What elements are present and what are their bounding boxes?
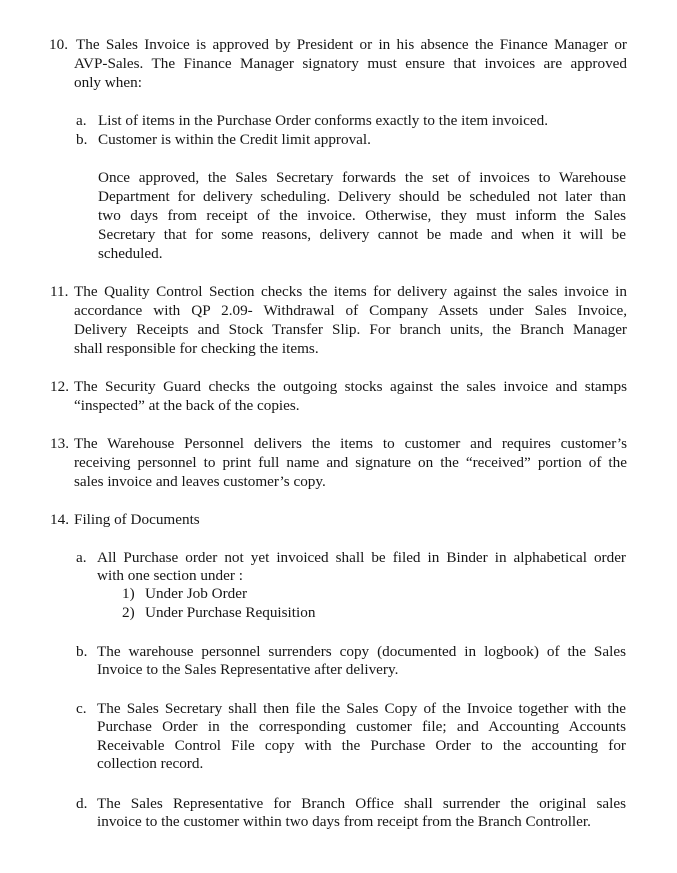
item-number: 11. <box>50 283 69 300</box>
item-text-line: only when: <box>74 74 142 91</box>
nested-text: Under Job Order <box>145 585 248 602</box>
note-text-line: Secretary that for some reasons, delivery cannot be made and when it will be <box>98 226 626 243</box>
item-text-line: The Security Guard checks the outgoing stocks against the sales invoice and stamps <box>74 378 627 395</box>
subitem-text-line: Purchase Order in the corresponding customer file; and Accounting Accounts <box>97 718 626 735</box>
subitem-text-line: All Purchase order not yet invoiced shall be filed in Binder in alphabetical order <box>97 549 626 566</box>
item-text-line: receiving personnel to print full name and signature on the “received” portion of the <box>74 454 627 471</box>
item-number: 14. <box>50 511 69 528</box>
item-text-line: shall responsible for checking the items. <box>74 340 319 357</box>
item-text-line: The Sales Invoice is approved by President or in his absence the Finance Manager or <box>76 36 627 53</box>
item-text-line: The Warehouse Personnel delivers the items to customer and requires customer’s <box>74 435 627 452</box>
subitem-marker: c. <box>76 700 87 717</box>
subitem-text-line: collection record. <box>97 755 204 772</box>
item-number: 13. <box>50 435 69 452</box>
subitem-text-line: invoice to the customer within two days from receipt from the Branch Controller. <box>97 813 591 830</box>
nested-marker: 2) <box>122 604 135 621</box>
item-number: 12. <box>50 378 69 395</box>
subitem-text-line: The Sales Representative for Branch Office shall surrender the original sales <box>97 795 626 812</box>
item-text-line: accordance with QP 2.09- Withdrawal of Company Assets under Sales Invoice, <box>74 302 627 319</box>
subitem-text-line: with one section under : <box>97 567 243 584</box>
note-text-line: scheduled. <box>98 245 163 262</box>
nested-marker: 1) <box>122 585 135 602</box>
item-text-line: The Quality Control Section checks the items for delivery against the sales invoice in <box>74 283 627 300</box>
subitem-text-line: Customer is within the Credit limit approval. <box>98 131 371 148</box>
item-text-line: “inspected” at the back of the copies. <box>74 397 300 414</box>
subitem-text-line: List of items in the Purchase Order conforms exactly to the item invoiced. <box>98 112 549 129</box>
note-text-line: Once approved, the Sales Secretary forwards the set of invoices to Warehouse <box>98 169 626 186</box>
nested-text: Under Purchase Requisition <box>145 604 316 621</box>
item-text-line: sales invoice and leaves customer’s copy. <box>74 473 326 490</box>
note-text-line: Department for delivery scheduling. Delivery should be scheduled not later than <box>98 188 626 205</box>
subitem-marker: a. <box>76 549 87 566</box>
section-heading: Filing of Documents <box>74 511 200 528</box>
subitem-text-line: Invoice to the Sales Representative after delivery. <box>97 661 399 678</box>
subitem-marker: b. <box>76 131 88 148</box>
subitem-text-line: The Sales Secretary shall then file the Sales Copy of the Invoice together with the <box>97 700 626 717</box>
subitem-text-line: The warehouse personnel surrenders copy (documented in logbook) of the Sales <box>97 643 626 660</box>
item-text-line: AVP-Sales. The Finance Manager signatory must ensure that invoices are approved <box>74 55 627 72</box>
subitem-marker: b. <box>76 643 88 660</box>
item-text-line: Delivery Receipts and Stock Transfer Slip. For branch units, the Branch Manager <box>74 321 627 338</box>
subitem-marker: a. <box>76 112 87 129</box>
note-text-line: two days from receipt of the invoice. Otherwise, they must inform the Sales <box>98 207 626 224</box>
subitem-text-line: Receivable Control File copy with the Purchase Order to the accounting for <box>97 737 626 754</box>
subitem-marker: d. <box>76 795 88 812</box>
item-number: 10. <box>49 36 68 53</box>
